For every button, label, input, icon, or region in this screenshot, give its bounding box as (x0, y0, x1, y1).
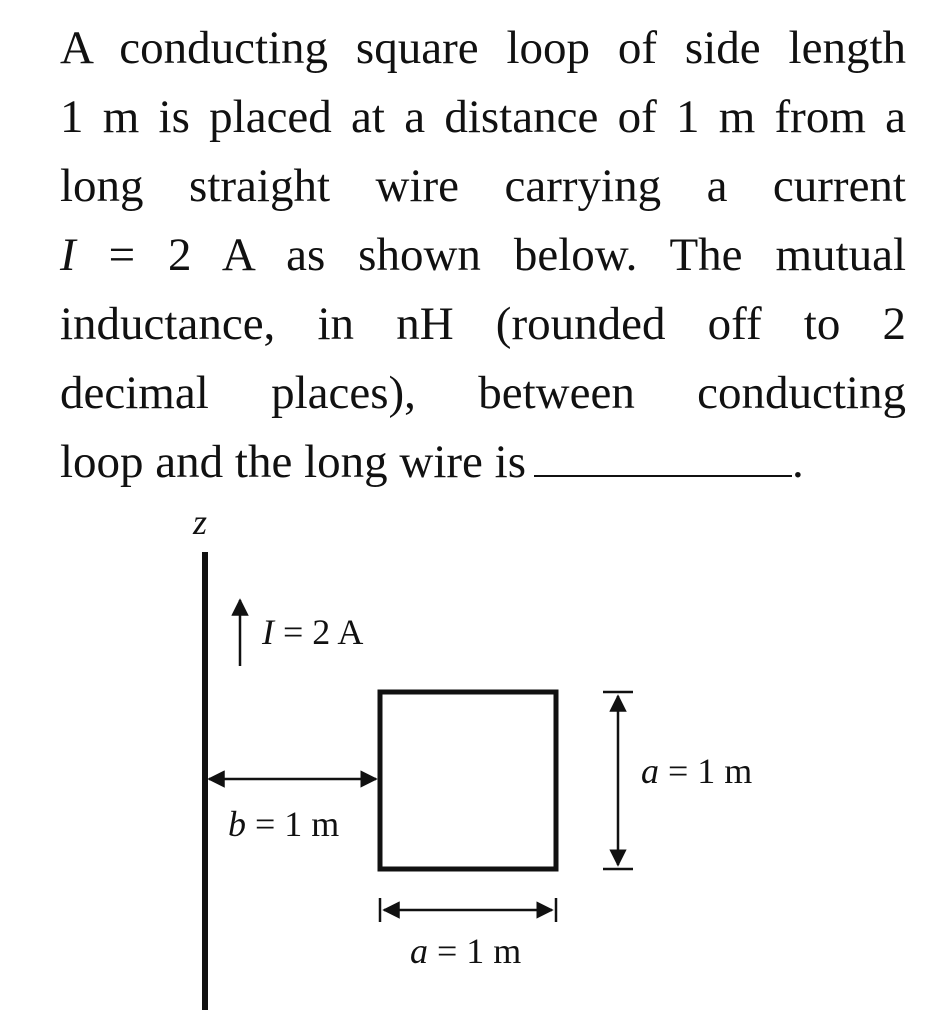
answer-blank[interactable] (534, 433, 792, 477)
distance-label-val: = 1 m (246, 804, 340, 844)
question-line-3: long straight wire carrying a current (60, 160, 906, 212)
question-line-4-rest: as shown below. The mutual (286, 229, 906, 281)
current-variable: I (60, 229, 76, 281)
question-line-5: inductance, in nH (rounded off to 2 (60, 298, 906, 350)
question-line-7 (60, 428, 906, 497)
horizontal-side-label-val: = 1 m (428, 931, 522, 971)
horizontal-side-label (410, 931, 521, 971)
figure-svg (0, 500, 949, 1024)
circuit-figure (0, 500, 949, 1024)
vertical-side-label-var: a (641, 751, 659, 791)
current-value: = 2 A (75, 229, 254, 281)
current-label-var: I (262, 612, 274, 652)
question-line-4 (60, 221, 906, 290)
distance-label-var: b (228, 804, 246, 844)
vertical-side-label (641, 751, 752, 791)
axis-label-z: z (193, 502, 208, 542)
question-line-1: A conducting square loop of side length (60, 22, 906, 74)
question-line-7-text: loop and the long wire is (60, 436, 527, 488)
question-text (60, 14, 906, 497)
current-label (261, 612, 363, 652)
vertical-side-label-val: = 1 m (659, 751, 753, 791)
question-line-2: 1 m is placed at a distance of 1 m from a (60, 91, 906, 143)
horizontal-side-label-var: a (410, 931, 428, 971)
square-loop (380, 692, 556, 869)
current-label-val: = 2 A (274, 612, 364, 652)
distance-label (228, 804, 339, 844)
question-line-7-end: . (792, 436, 804, 488)
question-line-6: decimal places), between conducting (60, 367, 906, 419)
